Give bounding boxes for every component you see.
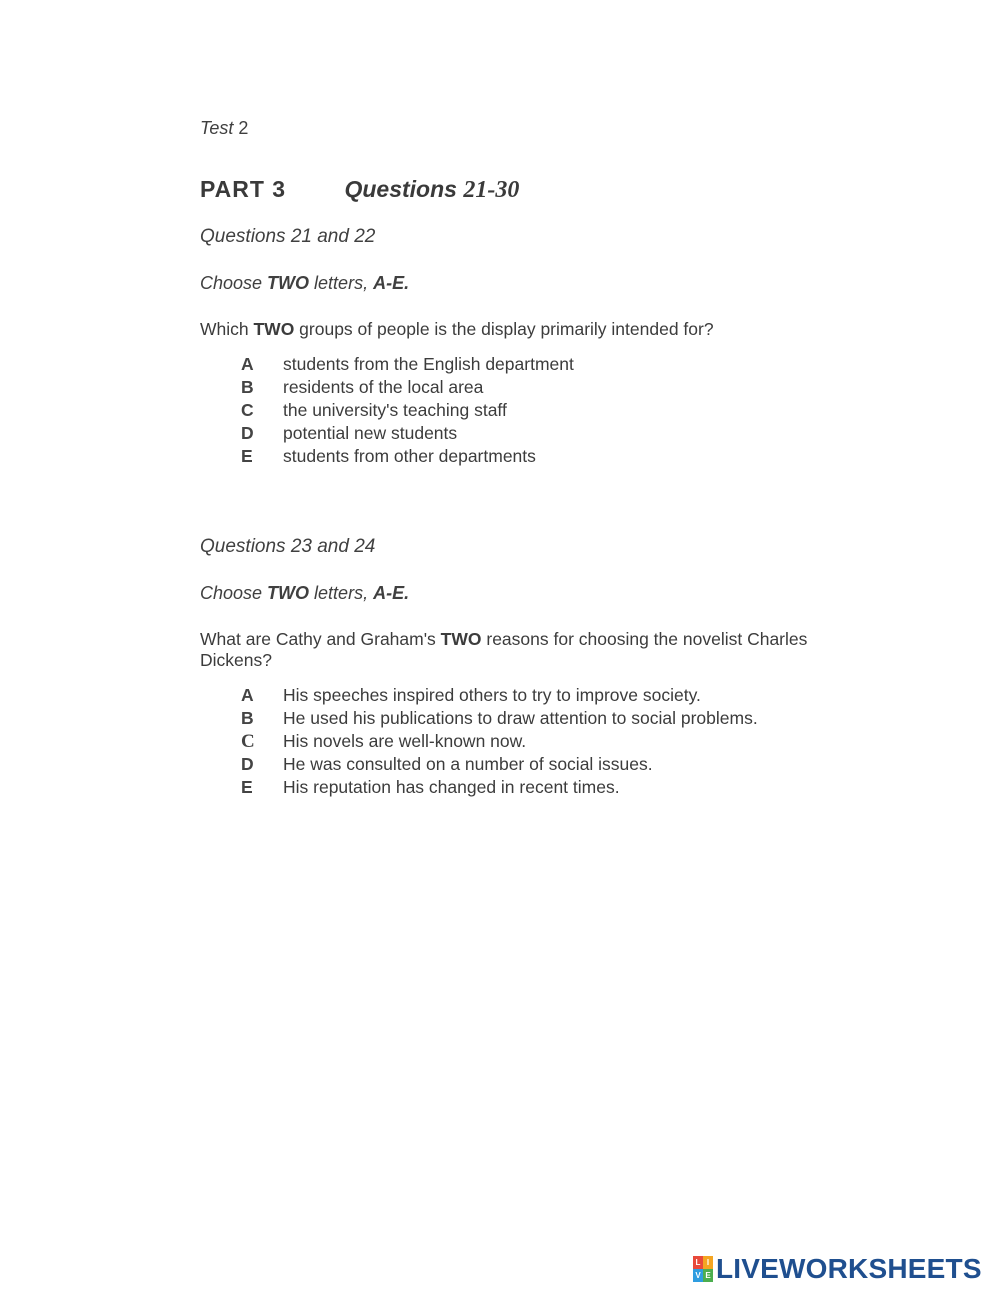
stem-text: groups of people is the display primarily intended for?	[294, 319, 714, 339]
instruction-bold: A-E.	[373, 583, 410, 603]
group-2-options	[241, 684, 758, 799]
part-questions-label	[344, 176, 519, 204]
option-letter: E	[241, 446, 253, 466]
part-questions-word: Questions	[344, 176, 457, 202]
option-text: potential new students	[283, 423, 458, 443]
option-a[interactable]	[241, 353, 574, 376]
option-e[interactable]	[241, 445, 574, 468]
test-header	[200, 118, 248, 139]
option-b[interactable]	[241, 376, 574, 399]
logo-badge-letter: E	[703, 1269, 713, 1282]
liveworksheets-logo[interactable]	[693, 1254, 982, 1284]
option-letter: E	[241, 777, 253, 797]
option-letter: C	[241, 400, 254, 420]
instruction-text: letters,	[309, 273, 374, 293]
option-c[interactable]	[241, 399, 574, 422]
part-heading	[200, 176, 519, 204]
stem-text: What are Cathy and Graham's	[200, 629, 441, 649]
instruction-text: letters,	[309, 583, 374, 603]
option-text: residents of the local area	[283, 377, 484, 397]
option-letter: D	[241, 423, 254, 443]
test-number: 2	[238, 118, 249, 138]
group-1-options	[241, 353, 574, 468]
option-text: He used his publications to draw attention to social problems.	[283, 708, 758, 728]
test-word: Test	[200, 118, 234, 138]
instruction-text: Choose	[200, 273, 268, 293]
stem-bold: TWO	[253, 319, 295, 339]
option-letter: D	[241, 754, 254, 774]
option-text: students from other departments	[283, 446, 536, 466]
stem-text: reasons for choosing the novelist Charles Dickens?	[200, 629, 808, 670]
option-b[interactable]	[241, 707, 758, 730]
part-range: 21-30	[463, 177, 520, 203]
logo-badge-letter: L	[693, 1256, 703, 1269]
logo-text: LIVEWORKSHEETS	[716, 1253, 982, 1284]
group-1-instruction	[200, 273, 409, 294]
instruction-text: Choose	[200, 583, 268, 603]
group-2-question-stem	[200, 629, 880, 671]
option-letter: A	[241, 685, 254, 705]
instruction-bold: A-E.	[373, 273, 410, 293]
logo-badge-letter: V	[693, 1269, 703, 1282]
stem-bold: TWO	[440, 629, 482, 649]
stem-text: Which	[200, 319, 254, 339]
option-letter: C	[241, 731, 255, 752]
option-letter: B	[241, 708, 254, 728]
part-label: PART 3	[200, 176, 287, 202]
group-2-instruction	[200, 583, 409, 604]
instruction-bold: TWO	[267, 583, 310, 603]
option-text: His reputation has changed in recent times.	[283, 777, 620, 797]
logo-badge-icon	[693, 1256, 713, 1282]
option-c[interactable]	[241, 730, 758, 753]
option-text: He was consulted on a number of social issues.	[283, 754, 653, 774]
option-letter: B	[241, 377, 254, 397]
option-text: His speeches inspired others to try to improve society.	[283, 685, 701, 705]
option-e[interactable]	[241, 776, 758, 799]
option-d[interactable]	[241, 753, 758, 776]
logo-badge-letter: I	[703, 1256, 713, 1269]
instruction-bold: TWO	[267, 273, 310, 293]
option-letter: A	[241, 354, 254, 374]
option-d[interactable]	[241, 422, 574, 445]
group-2-title: Questions 23 and 24	[200, 536, 376, 557]
option-text: the university's teaching staff	[283, 400, 507, 420]
option-a[interactable]	[241, 684, 758, 707]
option-text: students from the English department	[283, 354, 574, 374]
group-1-question-stem	[200, 319, 880, 340]
option-text: His novels are well-known now.	[283, 731, 527, 751]
group-1-title: Questions 21 and 22	[200, 226, 376, 247]
